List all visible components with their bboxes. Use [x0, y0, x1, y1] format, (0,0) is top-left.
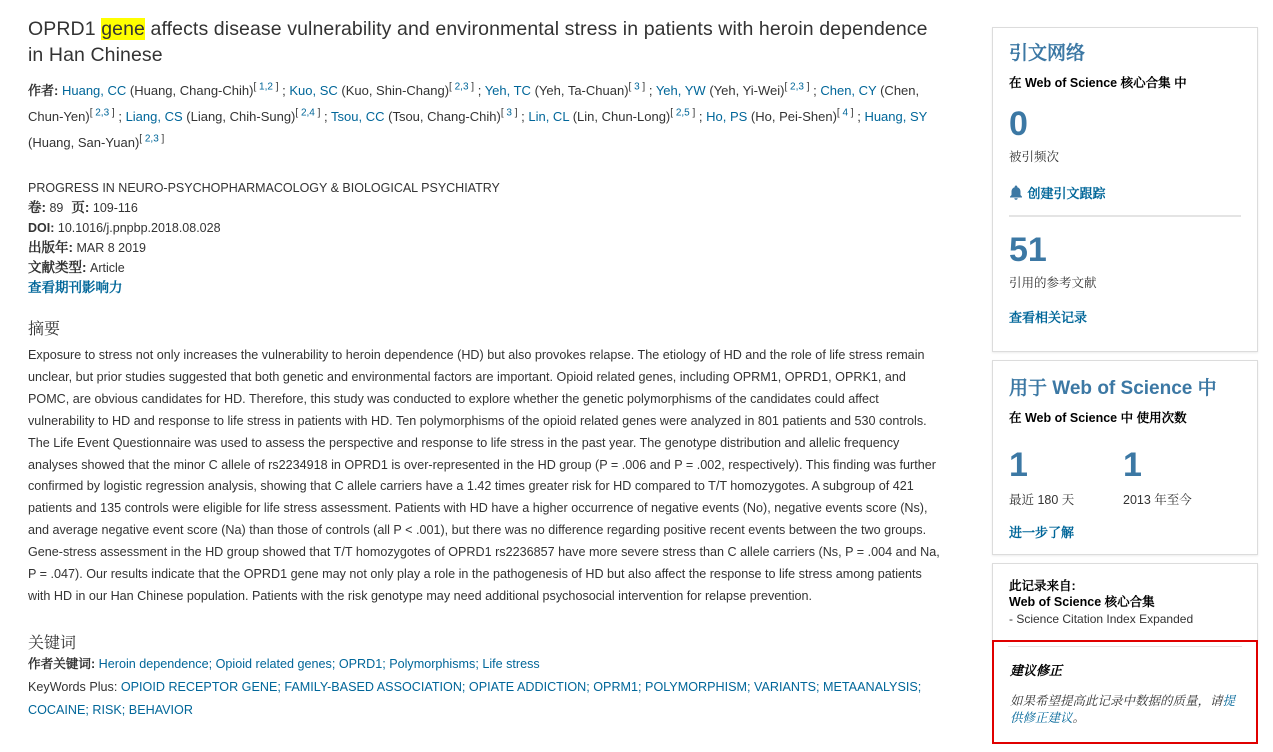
author-link[interactable]: Kuo, SC [289, 83, 338, 98]
author-keywords-label: 作者关键词: [28, 656, 96, 671]
author-affiliation[interactable]: [ 2,3 ] [784, 81, 810, 93]
citation-network-heading: 引文网络 [1009, 43, 1086, 64]
authors-label: 作者: [28, 83, 59, 98]
author-link[interactable]: Huang, SY [864, 109, 928, 124]
author-fullname: (Yeh, Yi-Wei) [705, 83, 785, 98]
author-fullname: (Huang, Chang-Chih) [126, 83, 254, 98]
author-affiliation[interactable]: [ 2,3 ] [139, 133, 165, 145]
keywords-plus: KeyWords Plus: OPIOID RECEPTOR GENE; FAMILY-BASED ASSOCIATION; OPIATE ADDICTION; OPRM1; POLYMORPHISM; VARIANTS; METAANALYSIS; COCAINE; RISK; BEHAVIOR [28, 679, 922, 717]
author-link[interactable]: Yeh, TC [484, 83, 531, 98]
keywords-plus-label: KeyWords Plus: [28, 679, 118, 694]
keyword-link[interactable]: Life stress [482, 656, 540, 671]
pages-value: 109-116 [92, 201, 138, 215]
usage-counts [1009, 446, 1241, 508]
record-source-title: 此记录来自: [1009, 579, 1076, 593]
authors-block [28, 78, 940, 156]
author-fullname: (Chen, Chun-Yen) [28, 83, 920, 124]
suggest-correction-panel [992, 640, 1258, 744]
author-affiliation[interactable]: [ 2,4 ] [295, 107, 321, 119]
create-citation-alert[interactable] [1009, 183, 1241, 203]
usage-180-count: 1 [1009, 446, 1028, 484]
keyword-link[interactable]: Opioid related genes [215, 656, 332, 671]
citation-network-sub: 在 Web of Science 核心合集 中 [1009, 76, 1187, 90]
record-source-db: Web of Science 核心合集 [1009, 595, 1155, 609]
author-affiliation[interactable]: [ 2,5 ] [670, 107, 696, 119]
keyword-link[interactable]: Heroin dependence [98, 656, 209, 671]
journal-impact-link[interactable]: 查看期刊影响力 [28, 280, 123, 295]
record-main [28, 16, 940, 722]
keyword-link[interactable]: OPIATE ADDICTION [468, 679, 587, 694]
usage-heading: 用于 Web of Science 中 [1009, 378, 1217, 399]
bell-icon [1009, 185, 1023, 200]
author-link[interactable]: Ho, PS [706, 109, 748, 124]
record-source-index: - Science Citation Index Expanded [1009, 612, 1194, 626]
references-count[interactable]: 51 [1009, 231, 1047, 269]
source-info [28, 178, 940, 298]
author-fullname: (Tsou, Chang-Chih) [384, 109, 501, 124]
author-affiliation[interactable]: [ 4 ] [836, 107, 854, 119]
keyword-link[interactable]: VARIANTS [753, 679, 817, 694]
pages-label: 页: [71, 200, 90, 215]
volume-value: 89 [49, 201, 64, 215]
doctype-label: 文献类型: [28, 260, 87, 275]
author-separator: ; [853, 109, 865, 124]
author-separator: ; [645, 83, 656, 98]
divider [1009, 215, 1241, 217]
author-affiliation[interactable]: [ 1,2 ] [253, 81, 279, 93]
usage-2013-count: 1 [1123, 446, 1142, 484]
keywords-heading: 关键词 [28, 634, 77, 652]
keyword-link[interactable]: COCAINE [28, 702, 86, 717]
times-cited-count[interactable]: 0 [1009, 105, 1028, 143]
author-link[interactable]: Huang, CC [61, 83, 127, 98]
usage-panel [992, 360, 1258, 555]
keyword-link[interactable]: FAMILY-BASED ASSOCIATION [284, 679, 462, 694]
pubyear-label: 出版年: [28, 240, 73, 255]
author-separator: ; [320, 109, 332, 124]
search-term-highlight: gene [101, 18, 145, 40]
suggest-correction-link[interactable]: 提供修正建议 [1010, 694, 1236, 725]
author-link[interactable]: Liang, CS [125, 109, 183, 124]
volume-label: 卷: [28, 200, 46, 215]
doi-value: 10.1016/j.pnpbp.2018.08.028 [57, 221, 221, 235]
keyword-link[interactable]: OPRD1 [338, 656, 383, 671]
divider [1008, 646, 1242, 647]
author-separator: ; [474, 83, 485, 98]
author-link[interactable]: Chen, CY [820, 83, 877, 98]
author-link[interactable]: Yeh, YW [655, 83, 706, 98]
journal-name: PROGRESS IN NEURO-PSYCHOPHARMACOLOGY & BIOLOGICAL PSYCHIATRY [28, 181, 500, 195]
doi-label: DOI: [28, 221, 55, 235]
author-separator: ; [809, 83, 821, 98]
abstract-heading: 摘要 [28, 321, 61, 338]
usage-180-label: 最近 180 天 [1009, 493, 1075, 507]
learn-more-link[interactable]: 进一步了解 [1009, 525, 1075, 540]
author-separator: ; [517, 109, 529, 124]
usage-sub: 在 Web of Science 中 使用次数 [1009, 411, 1187, 425]
author-fullname: (Kuo, Shin-Chang) [337, 83, 450, 98]
keyword-link[interactable]: RISK [92, 702, 122, 717]
record-title: OPRD1 gene affects disease vulnerability and environmental stress in patients with heroin dependence in Han Chinese [28, 18, 928, 66]
related-records-link[interactable]: 查看相关记录 [1009, 310, 1088, 325]
citation-network-panel [992, 27, 1258, 352]
author-affiliation[interactable]: [ 3 ] [628, 81, 646, 93]
references-label: 引用的参考文献 [1009, 276, 1097, 290]
author-link[interactable]: Lin, CL [528, 109, 570, 124]
doctype-value: Article [89, 261, 125, 275]
keyword-link[interactable]: Polymorphisms [389, 656, 476, 671]
author-separator: ; [114, 109, 126, 124]
keyword-link[interactable]: POLYMORPHISM [645, 679, 747, 694]
keyword-link[interactable]: BEHAVIOR [128, 702, 193, 717]
usage-2013-label: 2013 年至今 [1123, 493, 1192, 507]
suggest-correction-text: 如果希望提高此记录中数据的质量，请提供修正建议。 [1010, 694, 1236, 725]
author-link[interactable]: Tsou, CC [331, 109, 385, 124]
author-fullname: (Ho, Pei-Shen) [747, 109, 837, 124]
record-source-panel [992, 563, 1258, 643]
author-separator: ; [695, 109, 707, 124]
create-citation-alert-link[interactable]: 创建引文跟踪 [1027, 186, 1106, 201]
keyword-link[interactable]: OPIOID RECEPTOR GENE [120, 679, 278, 694]
suggest-correction-title: 建议修正 [1010, 663, 1063, 678]
author-affiliation[interactable]: [ 3 ] [500, 107, 518, 119]
author-separator: ; [278, 83, 290, 98]
author-fullname: (Liang, Chih-Sung) [182, 109, 296, 124]
times-cited-label: 被引频次 [1009, 150, 1060, 164]
abstract-text: Exposure to stress not only increases the vulnerability to heroin dependence (HD) but also provokes relapse. The etiology of HD and the role of life stress remain unclear, but prior studies suggested that both genetic and environmental factors are important. Opioid related genes, including OPRM1, OPRD1, OPRK1, and POMC, are obvious candidates for HD. Therefore, this study was conducted to explore whether the genetic polymorphisms of the candidates could affect vulnerability to HD and response to life stress in patients with HD. Ten polymorphisms of the opioid related genes were analyzed in 801 patients and 530 controls. The Life Event Questionnaire was used to assess the perspective and response to life stress in the past year. The genotype distribution and allelic frequency analyses showed that the minor C allele of rs2234918 in OPRD1 is over-represented in the HD group (P = .006 and P = .002, respectively). This finding was further confirmed by logistic regression analysis, showing that C allele carriers have a 1.42 times greater risk for HD compared to T/T homozygotes. A subgroup of 421 patients and 135 controls were eligible for life stress assessment. Patients with HD have a higher occurrence of negative events (No), negative events score (Ns), and average negative event score (Na) than those of controls (all P < .001), but there was no difference regarding positive recent events between the two groups. Gene-stress assessment in the HD group showed that T/T homozygotes of OPRD1 rs2236857 have more severe stress than C allele carriers (Ns, P = .004 and Na, P = .047). Our results indicate that the OPRD1 gene may not only play a role in the pathogenesis of HD but also affect the response to life stress among patients with HD in our Han Chinese population. Patients with the risk genotype may need additional psychosocial intervention for relapse prevention. [28, 348, 940, 603]
author-fullname: (Huang, San-Yuan) [28, 135, 140, 150]
keyword-link[interactable]: OPRM1 [593, 679, 639, 694]
pubyear-value: MAR 8 2019 [76, 241, 146, 255]
author-fullname: (Yeh, Ta-Chuan) [530, 83, 629, 98]
author-affiliation[interactable]: [ 2,3 ] [89, 107, 115, 119]
author-keywords: 作者关键词: Heroin dependence; Opioid related genes; OPRD1; Polymorphisms; Life stress [28, 656, 540, 671]
keyword-link[interactable]: METAANALYSIS [823, 679, 918, 694]
author-affiliation[interactable]: [ 2,3 ] [449, 81, 475, 93]
author-fullname: (Lin, Chun-Long) [569, 109, 671, 124]
